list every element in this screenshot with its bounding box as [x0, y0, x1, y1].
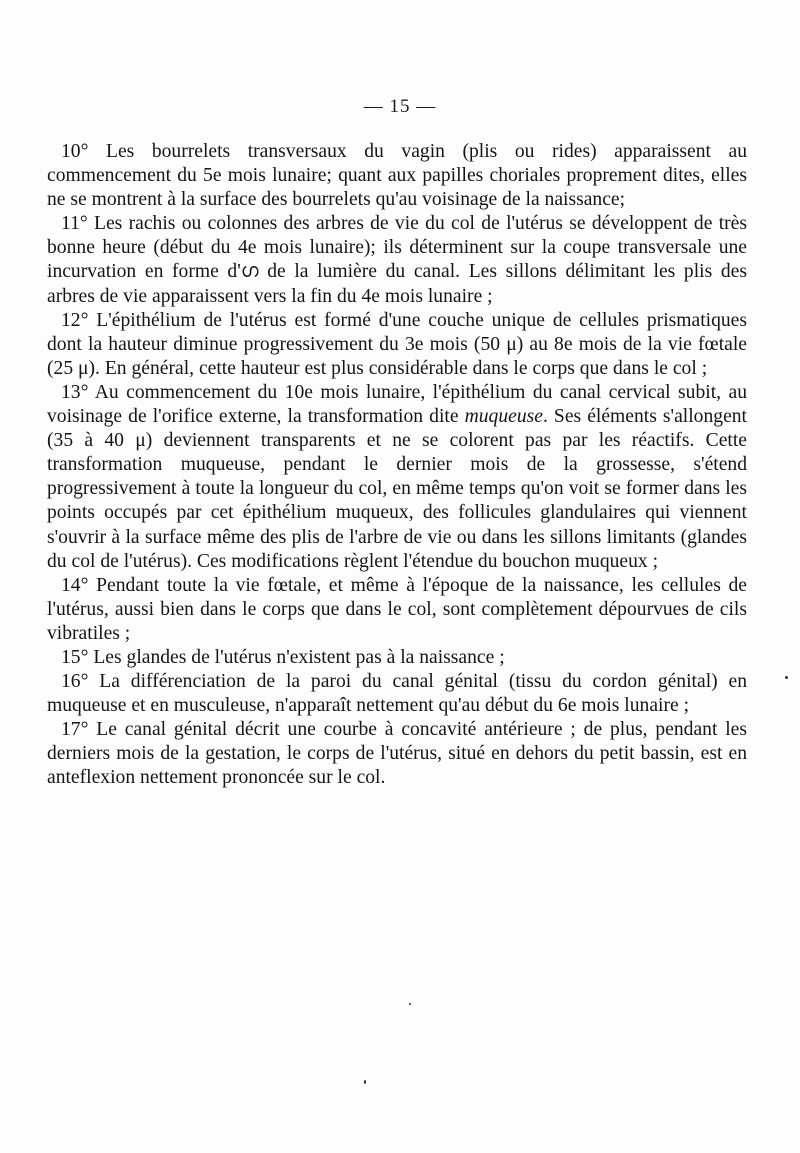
paragraph-text: L'épithélium de l'utérus est formé d'une couche unique de cellules prismatiques dont la hauteur diminue progressivement du 3e mois (50 μ) au 8e mois de la vie fœtale (25 μ). En général, cette hauteur est plus considérable dans le corps que dans le col ;: [47, 309, 748, 379]
paragraph-14: [47, 574, 747, 646]
paragraph-number: 16°: [61, 671, 100, 693]
paragraph-text: Pendant toute la vie fœtale, et même à l'époque de la naissance, les cellules de l'utérus, aussi bien dans le corps que dans le col, sont complètement dépourvues de cils vibratiles ;: [47, 574, 747, 644]
paragraph-number: 15°: [61, 646, 94, 668]
paragraph-text: Le canal génital décrit une courbe à concavité antérieure ; de plus, pendant les derniers mois de la gestation, le corps de l'utérus, situé en dehors du petit bassin, est en anteflexion nettement prononcée sur le col.: [47, 719, 747, 789]
print-speck: [409, 1003, 411, 1005]
paragraph-16: [47, 670, 747, 718]
paragraph-text-continued: . Ses éléments s'allongent (35 à 40 μ) deviennent transparents et ne se colorent pas par les réactifs. Cette transformation muqueuse, pendant le dernier mois de la grossesse, s'étend progressivement à toute la longueur du col, en même temps qu'on voit se former dans les points occupés par cet épithélium muqueux, des follicules glandulaires qui viennent s'ouvrir à la surface même des plis de l'arbre de vie ou dans les sillons limitants (glandes du col de l'utérus). Ces modifications règlent l'étendue du bouchon muqueux ;: [47, 406, 747, 572]
paragraph-number: 17°: [61, 719, 97, 741]
paragraph-text: Les bourrelets transversaux du vagin (plis ou rides) apparaissent au commencement du 5e mois lunaire; quant aux papilles choriales proprement dites, elles ne se montrent à la surface des bourrelets qu'au voisinage de la naissance;: [47, 141, 748, 211]
print-speck: [364, 1080, 366, 1084]
paragraph-text: Les glandes de l'utérus n'existent pas à la naissance ;: [93, 646, 505, 668]
paragraph-text: Au commencement du 10e mois lunaire, l'épithélium du canal cervical subit, au voisinage de l'orifice externe, la transformation dite: [47, 381, 747, 428]
paragraph-italic-term: muqueuse: [464, 406, 543, 428]
paragraph-number: 14°: [61, 574, 97, 596]
paragraph-number: 10°: [61, 141, 106, 162]
paragraph-17: [47, 718, 747, 790]
body-text: [47, 140, 747, 791]
paragraph-15: [47, 646, 747, 670]
paragraph-13: [47, 381, 747, 574]
paragraph-12: [47, 309, 747, 381]
print-speck: [785, 676, 788, 679]
paragraph-number: 12°: [61, 309, 97, 331]
paragraph-number: 11°: [61, 213, 95, 235]
paragraph-text: La différenciation de la paroi du canal génital (tissu du cordon génital) en muqueuse et en musculeuse, n'apparaît nettement qu'au début du 6e mois lunaire ;: [47, 671, 747, 717]
page-number: — 15 —: [363, 96, 437, 117]
paragraph-10: [47, 140, 747, 212]
paragraph-text: Les rachis ou colonnes des arbres de vie du col de l'utérus se développent de très bonne heure (début du 4e mois lunaire); ils déterminent sur la coupe transversale une incurvation en forme d'ഗ de la lumière du canal. Les sillons délimitant les plis des arbres de vie apparaissent vers la fin du 4e mois lunaire ;: [47, 213, 747, 307]
paragraph-11: [47, 212, 747, 308]
paragraph-number: 13°: [61, 381, 95, 403]
